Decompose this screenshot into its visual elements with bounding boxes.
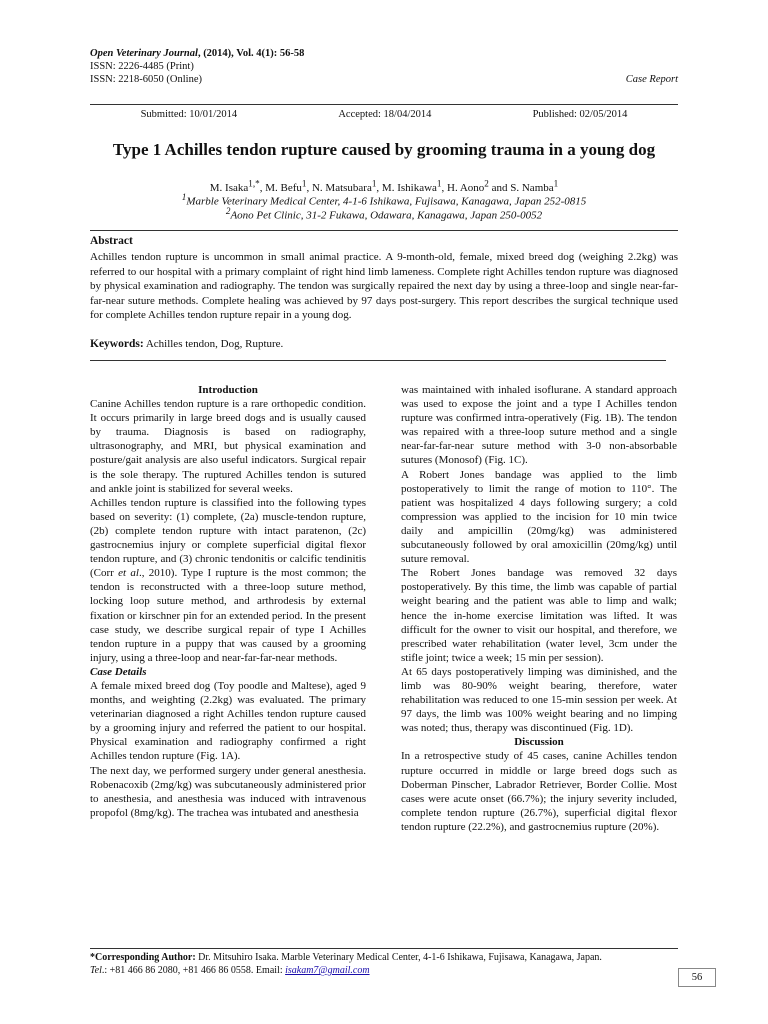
issn-print: ISSN: 2226-4485 (Print) [90, 61, 194, 72]
article-type: Case Report [625, 74, 678, 85]
journal-header [90, 47, 304, 86]
author: M. Befu$^1$, [265, 178, 312, 194]
paper-title: Type 1 Achilles tendon rupture caused by grooming trauma in a young dog [112, 140, 656, 159]
accepted-date: Accepted: 18/04/2014 [338, 109, 432, 120]
dates-row [90, 109, 678, 120]
page-number: 56 [678, 968, 716, 987]
case-paragraph-1: A female mixed breed dog (Toy poodle and Maltese), aged 9 months, and weighting (2.2kg) was evaluated. The primary veterinarian diagnosed a right Achilles tendon rupture caused by a grooming injury and referred the patient to our hospital. Physical examination and radiography confirmed a right Achilles tendon rupture (Fig. 1A). [90, 679, 366, 763]
abstract-text: Achilles tendon rupture is uncommon in small animal practice. A 9-month-old, female, mixed breed dog (weighing 2.2kg) was referred to our hospital with a primary complaint of right hind limb lameness. Complete right Achilles tendon rupture was diagnosed by physical examination and radiography. The tendon was surgically repaired the next day by using a three-loop and single near-far-far-near suture methods. Complete healing was achieved by 97 days post-surgery. This report describes the surgical technique used for complete Achilles tendon rupture repair in a young dog. [90, 251, 678, 321]
header-rule [90, 104, 678, 105]
published-date: Published: 02/05/2014 [532, 109, 628, 120]
affiliation-1: $^1$Marble Veterinary Medical Center, 4-1-6 Ishikawa, Fujisawa, Kanagawa, Japan 252-0815 [181, 192, 587, 208]
column-right [401, 383, 677, 834]
intro-paragraph-1: Canine Achilles tendon rupture is a rare orthopedic condition. It occurs primarily in large breed dogs and is usually caused by trauma. Diagnosis is based on radiography, ultrasonography, and MRI, but physical examination and posture/gait analysis are also useful indicators. Surgical repair is the sole therapy. The ruptured Achilles tendon is sutured and ankle joint is stabilized for several weeks. [90, 398, 366, 495]
email-link[interactable]: isakam7@gmail.com [285, 965, 370, 976]
section-heading-discussion: Discussion [514, 736, 564, 749]
author: N. Matsubara$^1$, [311, 178, 382, 194]
intro-paragraph-2: Achilles tendon rupture is classified into the following types based on severity: (1) complete, (2a) muscle-tendon rupture, (2b) complete tendon rupture with intact paratenon, (2c) gastrocnemius injury or complete superficial digital flexor tendon rupture, and (3) chronic tendonitis or calcific tendinitis (Corr et al., 2010). Type I rupture is the most common; the tendon is reconstructed with a three-loop suture method, locking loop suture method, and arthrodesis by external fixation or kirschner pin for an extended period. In the present case study, we describe surgical repair of type I Achilles tendon rupture in a puppy that was caused by a grooming injury, using a three-loop and near-far-far-near methods. [90, 496, 367, 664]
submitted-date: Submitted: 10/01/2014 [140, 109, 238, 120]
keywords-text: Achilles tendon, Dog, Rupture. [143, 338, 284, 350]
abstract-bottom-rule [90, 360, 666, 361]
section-heading-introduction: Introduction [198, 384, 258, 396]
author: M. Ishikawa$^1$, [381, 178, 447, 194]
keywords [90, 338, 283, 350]
corresponding-author: *Corresponding Author: Dr. Mitsuhiro Isaka. Marble Veterinary Medical Center, 4-1-6 Ishikawa, Fujisawa, Kanagawa, Japan. Tel.: +81 466 86 2080, +81 466 86 0558. Email: isakam7@gmail.com [90, 952, 602, 976]
author: S. Namba$^1$ [510, 178, 559, 194]
case-paragraph-5: The Robert Jones bandage was removed 32 days postoperatively. By this time, the limb was capable of partial weight bearing and the patient was able to limp and walk; hence the in-home exercise limitation was lifted. It was difficult for the owner to visit our hospital, and therefore, we prescribed water rehabilitation (water level, 3cm under the stifle joint; twice a week; 15 min per session). [401, 567, 677, 664]
journal-name: Open Veterinary Journal [90, 48, 198, 59]
case-paragraph-6: At 65 days postoperatively limping was diminished, and the limb was 80-90% weight bearing, therefore, water rehabilitation was reduced to one 15-min session per week. At 97 days, the limb was 100% weight bearing and no limping was noted; thus, therapy was discontinued (Fig. 1D). [401, 665, 677, 735]
case-paragraph-3: was maintained with inhaled isoflurane. A standard approach was used to expose the joint and a type I Achilles tendon rupture was confirmed intra-operatively (Fig. 1B). The tendon was repaired with a three-loop suture method and a single near-far-far-near suture method with 3-0 non-absorbable sutures (Monosof) (Fig. 1C). [401, 384, 677, 467]
discussion-paragraph-1: In a retrospective study of 45 cases, canine Achilles tendon rupture occurred in middle or large breed dogs such as Doberman Pinscher, Labrador Retriever, Border Collie. Most cases were acute onset (66.7%); the injury severity included, complete tendon rupture (26.7%), superficial digital flexor tendon rupture (22.2%), and gastrocnemius rupture (20%). [401, 750, 677, 833]
author: M. Isaka$^{1,*}$, [209, 178, 266, 194]
corresponding-label: *Corresponding Author: [90, 952, 196, 963]
abstract-top-rule [90, 230, 678, 231]
journal-volume: , (2014), Vol. 4(1): 56-58 [197, 48, 305, 59]
issn-online: ISSN: 2218-6050 (Online) [90, 74, 202, 85]
section-heading-case-details: Case Details [90, 665, 147, 678]
column-left [90, 383, 366, 820]
case-paragraph-4: A Robert Jones bandage was applied to the limb postoperatively to limit the range of motion to 110°. The patient was hospitalized 4 days following surgery; a cold compression was applied to the incision for 10 min twice daily and ampicillin (20mg/kg) was administered subcutaneously followed by oral amoxicillin (20mg/kg) until suture removal. [401, 468, 677, 566]
journal-citation [90, 47, 304, 60]
abstract-heading: Abstract [90, 235, 133, 247]
footer-rule [90, 948, 678, 949]
affiliation-2: $^2$Aono Pet Clinic, 31-2 Fukawa, Odawara, Kanagawa, Japan 250-0052 [225, 206, 543, 222]
case-paragraph-2: The next day, we performed surgery under general anesthesia. Robenacoxib (2mg/kg) was subcutaneously administered prior to anesthesia, and anesthesia was induced with intravenous propofol (8mg/kg). The trachea was intubated and anesthesia [90, 764, 366, 819]
author: H. Aono$^2$ and [447, 178, 511, 194]
keywords-label: Keywords: [90, 338, 144, 350]
